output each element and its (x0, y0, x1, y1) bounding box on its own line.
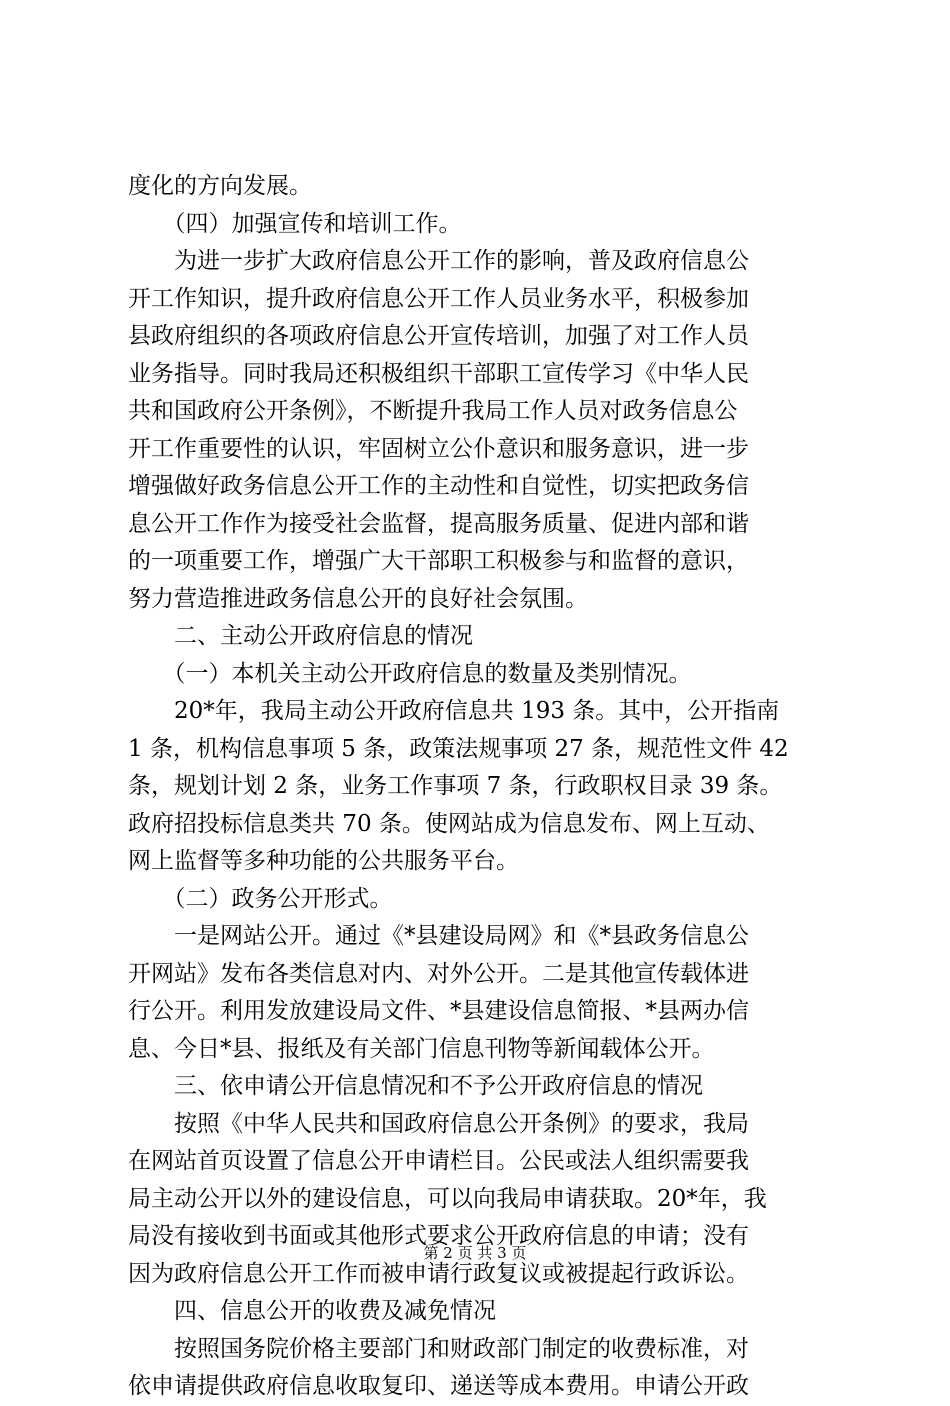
page-footer: 第 2 页 共 3 页 (423, 1244, 527, 1262)
section-heading: 三、依申请公开信息情况和不予公开政府信息的情况 (128, 1073, 703, 1099)
text-line: 增强做好政务信息公开工作的主动性和自觉性，切实把政务信 (128, 473, 749, 499)
text-line: 县政府组织的各项政府信息公开宣传培训，加强了对工作人员 (128, 323, 749, 349)
text-line: 按照国务院价格主要部门和财政部门制定的收费标准，对 (128, 1335, 749, 1362)
text-line: 在网站首页设置了信息公开申请栏目。公民或法人组织需要我 (128, 1148, 749, 1174)
text-line: 息公开工作作为接受社会监督，提高服务质量、促进内部和谐 (128, 510, 749, 537)
section-heading: （四）加强宣传和培训工作。 (128, 210, 462, 237)
section-heading: （一）本机关主动公开政府信息的数量及类别情况。 (128, 660, 692, 687)
text-line: 按照《中华人民共和国政府信息公开条例》的要求，我局 (128, 1110, 749, 1137)
text-line: 共和国政府公开条例》，不断提升我局工作人员对政务信息公 (128, 398, 738, 424)
text-line: 为进一步扩大政府信息公开工作的影响，普及政府信息公 (128, 248, 749, 274)
text-line: 1 条，机构信息事项 5 条，政策法规事项 27 条，规范性文件 42 (128, 735, 789, 762)
text-line: 局没有接收到书面或其他形式要求公开政府信息的申请；没有 (128, 1223, 749, 1249)
document-body (128, 168, 836, 1406)
text-line: 一是网站公开。通过《*县建设局网》和《*县政务信息公 (128, 923, 749, 949)
section-heading: 二、主动公开政府信息的情况 (128, 623, 473, 649)
text-line: 因为政府信息公开工作而被申请行政复议或被提起行政诉讼。 (128, 1260, 749, 1287)
text-line: 开工作重要性的认识，牢固树立公仆意识和服务意识，进一步 (128, 435, 749, 462)
text-line: 开工作知识，提升政府信息公开工作人员业务水平，积极参加 (128, 285, 749, 312)
text-line: 局主动公开以外的建设信息，可以向我局申请获取。20*年，我 (128, 1185, 767, 1212)
text-line: 政府招投标信息类共 70 条。使网站成为信息发布、网上互动、 (128, 810, 770, 837)
section-heading: 四、信息公开的收费及减免情况 (128, 1298, 496, 1324)
text-line: 网上监督等多种功能的公共服务平台。 (128, 848, 519, 874)
text-line: 度化的方向发展。 (128, 173, 312, 199)
text-line: 20*年，我局主动公开政府信息共 193 条。其中，公开指南 (128, 698, 780, 724)
text-line: 行公开。利用发放建设局文件、*县建设信息简报、*县两办信 (128, 998, 749, 1024)
text-line: 的一项重要工作，增强广大干部职工积极参与和监督的意识， (128, 548, 749, 574)
text-line: 努力营造推进政务信息公开的良好社会氛围。 (128, 585, 588, 612)
text-line: 开网站》发布各类信息对内、对外公开。二是其他宣传载体进 (128, 960, 749, 987)
text-line: 息、今日*县、报纸及有关部门信息刊物等新闻载体公开。 (128, 1035, 715, 1062)
text-line: 条，规划计划 2 条，业务工作事项 7 条，行政职权目录 39 条。 (128, 773, 783, 799)
text-line: 依申请提供政府信息收取复印、递送等成本费用。申请公开政 (128, 1373, 749, 1399)
section-heading: （二）政务公开形式。 (128, 885, 393, 912)
text-line: 业务指导。同时我局还积极组织干部职工宣传学习《中华人民 (128, 360, 749, 387)
